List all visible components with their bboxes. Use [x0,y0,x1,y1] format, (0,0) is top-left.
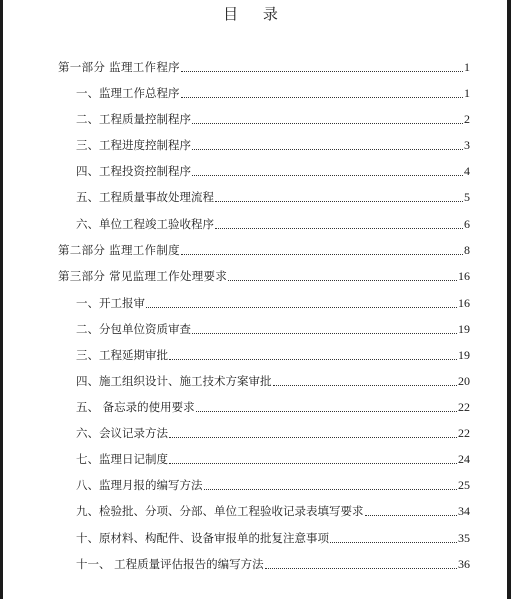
page-border-left [0,0,3,599]
toc-page-number: 19 [458,348,470,362]
toc-subsection-entry[interactable] [76,346,470,364]
toc-entry-label: 十一、 工程质量评估报告的编写方法 [76,557,264,571]
toc-entry-label: 十、原材料、构配件、设备审报单的批复注意事项 [76,531,329,545]
toc-page-number: 22 [458,400,470,414]
toc-page-number: 36 [458,557,470,571]
toc-entry-label: 六、会议记录方法 [76,426,168,440]
toc-dot-leader [169,436,457,438]
toc-page-number: 3 [464,138,470,152]
toc-dot-leader [181,253,463,255]
page-title: 目 录 [223,5,288,23]
toc-subsection-entry[interactable] [76,476,470,494]
toc-subsection-entry[interactable] [76,398,470,416]
toc-page-number: 6 [464,217,470,231]
toc-subsection-entry[interactable] [76,84,470,102]
toc-page-number: 4 [464,164,470,178]
toc-page-number: 8 [464,243,470,257]
toc-dot-leader [330,541,457,543]
toc-dot-leader [181,96,464,98]
toc-dot-leader [215,200,463,202]
toc-dot-leader [169,358,457,360]
toc-entry-label: 一、开工报审 [76,296,145,310]
toc-dot-leader [365,514,458,516]
toc-dot-leader [146,306,457,308]
toc-entry-label: 三、工程进度控制程序 [76,138,191,152]
toc-entry-label: 二、分包单位资质审查 [76,322,191,336]
toc-subsection-entry[interactable] [76,294,470,312]
toc-section-entry[interactable] [58,267,470,285]
toc-dot-leader [169,462,457,464]
toc-dot-leader [228,279,457,281]
toc-subsection-entry[interactable] [76,215,470,233]
toc-page-number: 16 [458,269,470,283]
toc-entry-label: 第三部分 常见监理工作处理要求 [58,269,228,283]
toc-page-number: 20 [458,374,470,388]
toc-dot-leader [181,70,463,72]
toc-dot-leader [192,174,463,176]
toc-page-number: 24 [458,452,470,466]
toc-subsection-entry[interactable] [76,450,470,468]
toc-page-number: 5 [464,190,470,204]
toc-subsection-entry[interactable] [76,136,470,154]
toc-page-number: 34 [458,504,470,518]
toc-page-number: 25 [458,478,470,492]
toc-subsection-entry[interactable] [76,502,470,520]
toc-entry-label: 三、工程延期审批 [76,348,168,362]
toc-entry-label: 六、单位工程竣工验收程序 [76,217,214,231]
toc-page-number: 22 [458,426,470,440]
toc-entry-label: 四、施工组织设计、施工技术方案审批 [76,374,272,388]
toc-entry-label: 五、工程质量事故处理流程 [76,190,214,204]
toc-page-number: 1 [464,60,470,74]
toc-subsection-entry[interactable] [76,555,470,573]
page-border-right [507,0,511,599]
toc-entry-label: 七、监理日记制度 [76,452,168,466]
toc-dot-leader [265,567,457,569]
toc-entry-label: 二、工程质量控制程序 [76,112,191,126]
toc-entry-label: 八、监理月报的编写方法 [76,478,203,492]
toc-subsection-entry[interactable] [76,162,470,180]
toc-subsection-entry[interactable] [76,424,470,442]
toc-dot-leader [192,122,463,124]
toc-dot-leader [215,227,463,229]
toc-dot-leader [196,410,457,412]
toc-section-entry[interactable] [58,241,470,259]
toc-page-number: 16 [458,296,470,310]
toc-page-number: 35 [458,531,470,545]
toc-entry-label: 九、检验批、分项、分部、单位工程验收记录表填写要求 [76,504,364,518]
toc-page-number: 2 [464,112,470,126]
toc-subsection-entry[interactable] [76,320,470,338]
toc-page-number: 1 [464,86,470,100]
toc-subsection-entry[interactable] [76,372,470,390]
toc-subsection-entry[interactable] [76,529,470,547]
toc-entry-label: 第一部分 监理工作程序 [58,60,180,74]
toc-dot-leader [192,332,457,334]
toc-dot-leader [204,488,458,490]
toc-subsection-entry[interactable] [76,188,470,206]
toc-dot-leader [273,384,458,386]
toc-page-number: 19 [458,322,470,336]
toc-entry-label: 第二部分 监理工作制度 [58,243,180,257]
toc-dot-leader [192,148,463,150]
toc-entry-label: 四、工程投资控制程序 [76,164,191,178]
toc-entry-label: 一、监理工作总程序 [76,86,180,100]
toc-subsection-entry[interactable] [76,110,470,128]
toc-entry-label: 五、 备忘录的使用要求 [76,400,195,414]
toc-section-entry[interactable] [58,58,470,76]
